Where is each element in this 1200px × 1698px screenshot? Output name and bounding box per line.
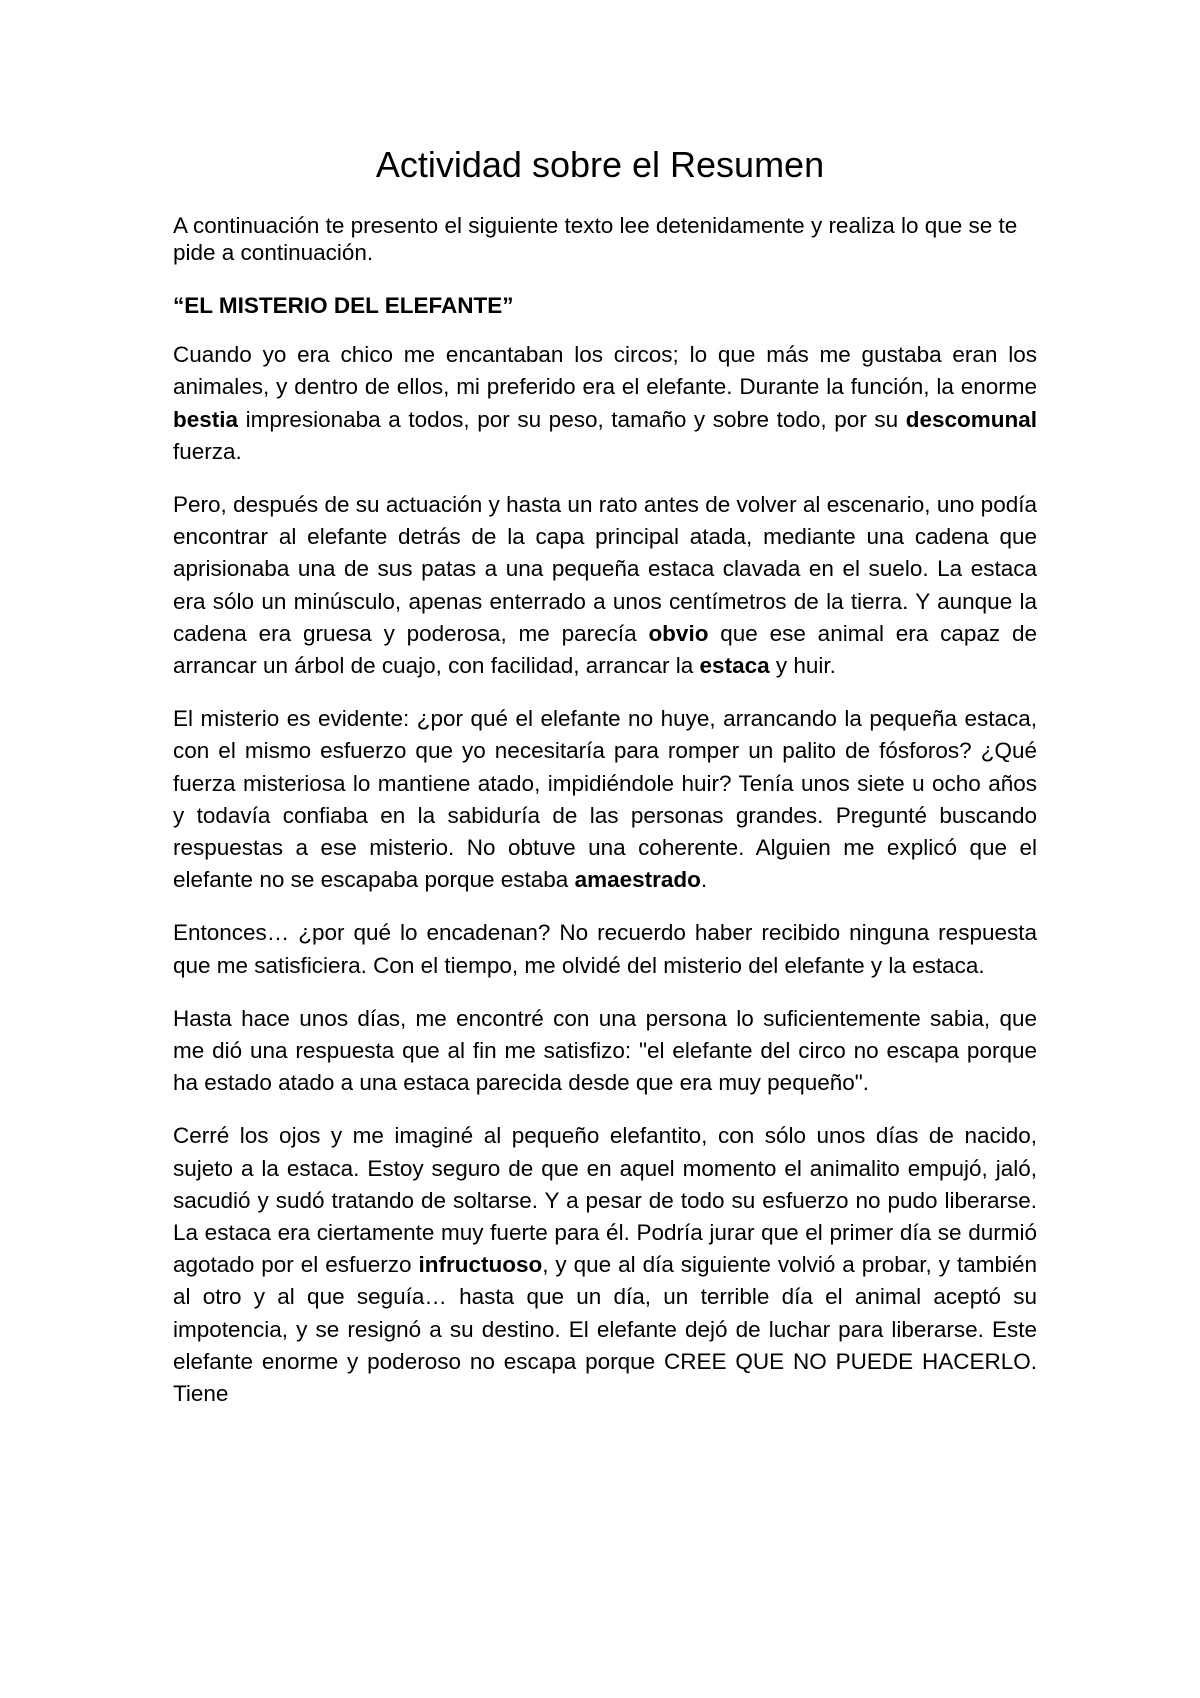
page-title: Actividad sobre el Resumen bbox=[375, 144, 825, 185]
paragraph-5: Hasta hace unos días, me encontré con una persona lo suficientemente sabia, que me dió una respuesta que al fin me satisfizo: "el elefante del circo no escapa porque ha estado atado a una estaca parecida desde que era muy pequeño". bbox=[173, 1005, 1037, 1096]
paragraph-2 bbox=[173, 489, 1037, 682]
document-body bbox=[173, 212, 1037, 1431]
paragraph-text: Pero, después de su actuación y hasta un rato antes de volver al escenario, uno podía encontrar al elefante detrás de la capa principal atada, mediante una cadena que aprisionaba una de sus patas a una pequeña estaca clavada en el suelo. La estaca era sólo un minúsculo, apenas enterrado a unos centímetros de la tierra. Y aunque la cadena era gruesa y poderosa, me parecía bbox=[173, 492, 1037, 646]
story-title: “EL MISTERIO DEL ELEFANTE” bbox=[173, 293, 514, 318]
paragraph-3 bbox=[173, 703, 1037, 896]
intro-paragraph: A continuación te presento el siguiente texto lee detenidamente y realiza lo que se te pide a continuación. bbox=[173, 213, 1018, 265]
bold-term: obvio bbox=[648, 620, 709, 646]
bold-term: infructuoso bbox=[418, 1252, 543, 1278]
paragraph-text: fuerza. bbox=[173, 438, 242, 464]
paragraph-text: Cuando yo era chico me encantaban los circos; lo que más me gustaba eran los animales, y dentro de ellos, mi preferido era el elefante. Durante la función, la enorme bbox=[173, 342, 1037, 400]
bold-term: estaca bbox=[699, 653, 770, 679]
paragraph-text: . bbox=[700, 867, 708, 893]
paragraph-text: El misterio es evidente: ¿por qué el elefante no huye, arrancando la pequeña estaca, con el mismo esfuerzo que yo necesitaría para romper un palito de fósforos? ¿Qué fuerza misteriosa lo mantiene atado, impidiéndole huir? Tenía unos siete u ocho años y todavía confiaba en la sabiduría de las personas grandes. Pregunté buscando respuestas a ese misterio. No obtuve una coherente. Alguien me explicó que el elefante no se escapaba porque estaba bbox=[173, 706, 1037, 893]
bold-term: descomunal bbox=[905, 406, 1037, 432]
paragraph-text: , y que al día siguiente volvió a probar, y también al otro y al que seguía… hasta que un día, un terrible día el animal aceptó su impotencia, y se resignó a su destino. El elefante dejó de luchar para liberarse. Este elefante enorme y poderoso no escapa porque CREE QUE NO PUEDE HACERLO. Tiene bbox=[173, 1252, 1037, 1407]
bold-term: bestia bbox=[173, 406, 239, 432]
paragraph-text: y huir. bbox=[769, 653, 836, 679]
paragraph-1 bbox=[173, 339, 1037, 468]
paragraph-text: impresionaba a todos, por su peso, tamaño y sobre todo, por su bbox=[238, 406, 906, 432]
paragraph-4: Entonces… ¿por qué lo encadenan? No recuerdo haber recibido ninguna respuesta que me satisficiera. Con el tiempo, me olvidé del misterio del elefante y la estaca. bbox=[173, 920, 1037, 978]
paragraph-6 bbox=[173, 1120, 1037, 1410]
paragraph-text: que ese animal era capaz de arrancar un árbol de cuajo, con facilidad, arrancar la bbox=[173, 620, 1037, 679]
paragraph-text: Cerré los ojos y me imaginé al pequeño elefantito, con sólo unos días de nacido, sujeto a la estaca. Estoy seguro de que en aquel momento el animalito empujó, jaló, sacudió y sudó tratando de soltarse. Y a pesar de todo su esfuerzo no pudo liberarse. La estaca era ciertamente muy fuerte para él. Podría jurar que el primer día se durmió agotado por el esfuerzo bbox=[173, 1123, 1037, 1278]
bold-term: amaestrado bbox=[574, 867, 701, 893]
